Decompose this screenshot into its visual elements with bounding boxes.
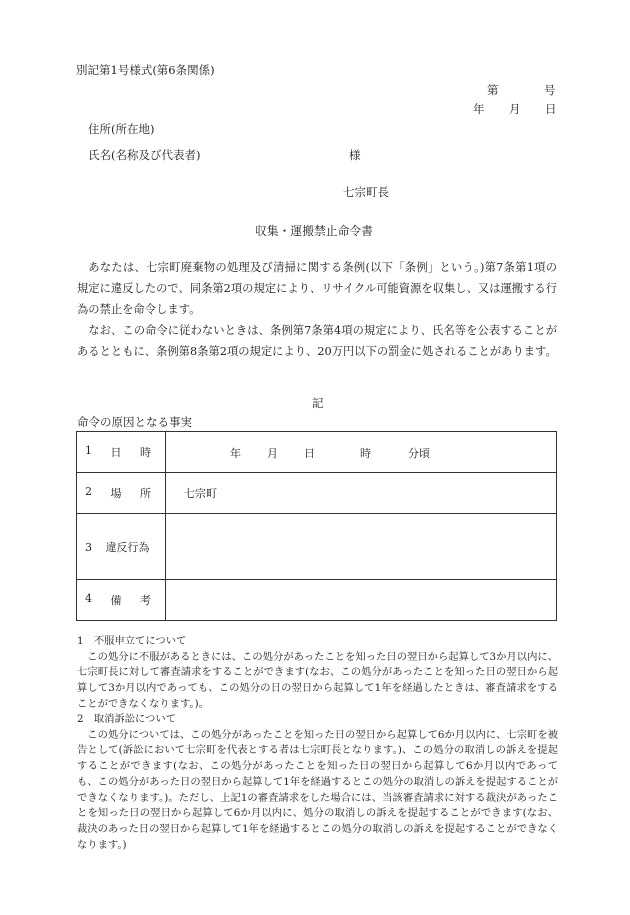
datetime-minute: 分頃	[408, 447, 430, 460]
table-label-cell: 1 日 時	[77, 432, 166, 473]
date-month-label: 月	[509, 102, 521, 116]
table-label-cell: 4 備 考	[77, 580, 166, 621]
notes-section-2	[77, 712, 558, 853]
datetime-day: 日	[304, 447, 315, 460]
address-label: 住所(所在地)	[88, 122, 155, 136]
date-day-label: 日	[545, 102, 557, 116]
date-year-label: 年	[473, 102, 485, 116]
body-paragraph-2: なお、この命令に従わないときは、条例第7条第4項の規定により、氏名等を公表することがあるとともに、条例第8条第2項の規定により、20万円以下の罰金に処されることがあります。	[77, 324, 557, 358]
table-row-violation	[77, 514, 557, 580]
form-label: 別記第1号様式(第6条関係)	[76, 63, 215, 77]
notes-text-lawsuit: この処分については、この処分があったことを知った日の翌日から起算して6か月以内に、七宗町を被告として(訴訟において七宗町を代表とする者は七宗町長となります。)、この処分の取消しの訴えを提起することができます(なお、この処分があったことを知った日の翌日から起算して6か月以内であっても、この処分があった日の翌日から起算して1年を経過するとこの処分の取消しの訴えを提起することができなくなります。)。ただし、上記1の審査請求をした場合には、当該審査請求に対する裁決があったことを知った日の翌日から起算して6か月以内に、処分の取消しの訴えを提起することができます(なお、裁決のあった日の翌日から起算して1年を経過するとこの処分の取消しの訴えを提起することができなくなります。)	[77, 728, 558, 851]
table-label-cell: 3 違反行為	[77, 514, 166, 580]
datetime-hour: 時	[360, 447, 371, 460]
honorific: 様	[349, 148, 361, 162]
datetime-value-cell	[166, 432, 557, 473]
place-value-cell: 七宗町	[166, 473, 557, 514]
facts-table	[76, 431, 557, 621]
datetime-year: 年	[230, 447, 241, 460]
notes-text-appeal: この処分に不服があるときには、この処分があったことを知った日の翌日から起算して3か月以内に、七宗町長に対して審査請求をすることができます(なお、この処分があったことを知った日の翌日から起算して3か月以内であっても、この処分の日の翌日から起算して1年を経過したときは、審査請求をすることができなくなります。)。	[77, 650, 558, 710]
table-label-cell: 2 場 所	[77, 473, 166, 514]
name-label: 氏名(名称及び代表者)	[88, 148, 201, 162]
body-paragraph-1: あなたは、七宗町廃棄物の処理及び清掃に関する条例(以下「条例」という。)第7条第1項の規定に違反したので、同条第2項の規定により、リサイクル可能資源を収集し、又は運搬する行為の禁止を命令します。	[77, 261, 557, 316]
remarks-value-cell	[166, 580, 557, 621]
violation-value-cell	[166, 514, 557, 580]
document-title: 収集・運搬禁止命令書	[255, 224, 373, 238]
notes-heading-appeal: 1 不服申立てについて	[77, 635, 187, 647]
table-row-place	[77, 473, 557, 514]
notes-section-1	[77, 634, 558, 713]
ki-marker: 記	[312, 396, 324, 410]
doc-number-suffix: 号	[544, 83, 556, 97]
issuer-name: 七宗町長	[343, 185, 389, 199]
table-row-datetime	[77, 432, 557, 473]
notes-heading-lawsuit: 2 取消訴訟について	[77, 713, 177, 725]
table-row-remarks	[77, 580, 557, 621]
doc-number-prefix: 第	[487, 83, 499, 97]
facts-caption: 命令の原因となる事実	[77, 415, 192, 429]
datetime-month: 月	[267, 447, 278, 460]
